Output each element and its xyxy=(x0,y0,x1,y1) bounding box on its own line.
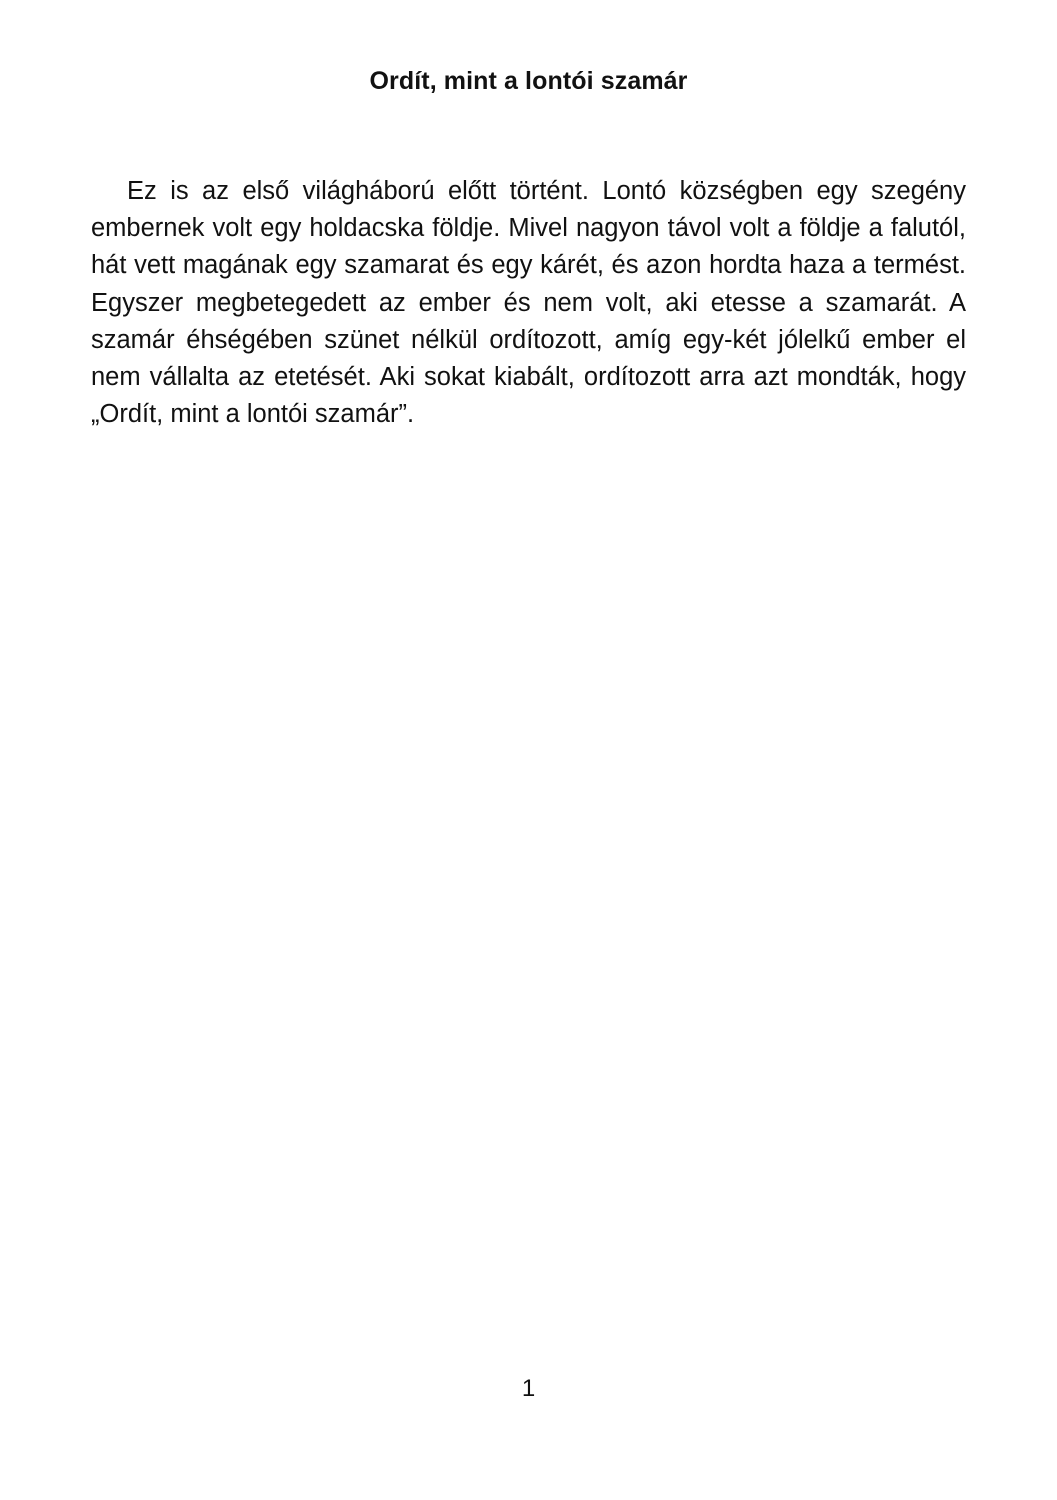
page-number: 1 xyxy=(521,1375,536,1402)
body-paragraph: Ez is az első világháború előtt történt. Lontó községben egy szegény embernek volt egy holdacska földje. Mivel nagyon távol volt a földje a falutól, hát vett magának egy szamarat és egy kárét, és azon hordta haza a termést. Egyszer megbetegedett az ember és nem volt, aki etesse a szamarát. A szamár éhségében szünet nélkül ordítozott, amíg egy-két jólelkű ember el nem vállalta az etetését. Aki sokat kiabált, ordítozott arra azt mondták, hogy „Ordít, mint a lontói szamár”. xyxy=(91,177,966,429)
document-title: Ordít, mint a lontói szamár xyxy=(369,67,688,95)
